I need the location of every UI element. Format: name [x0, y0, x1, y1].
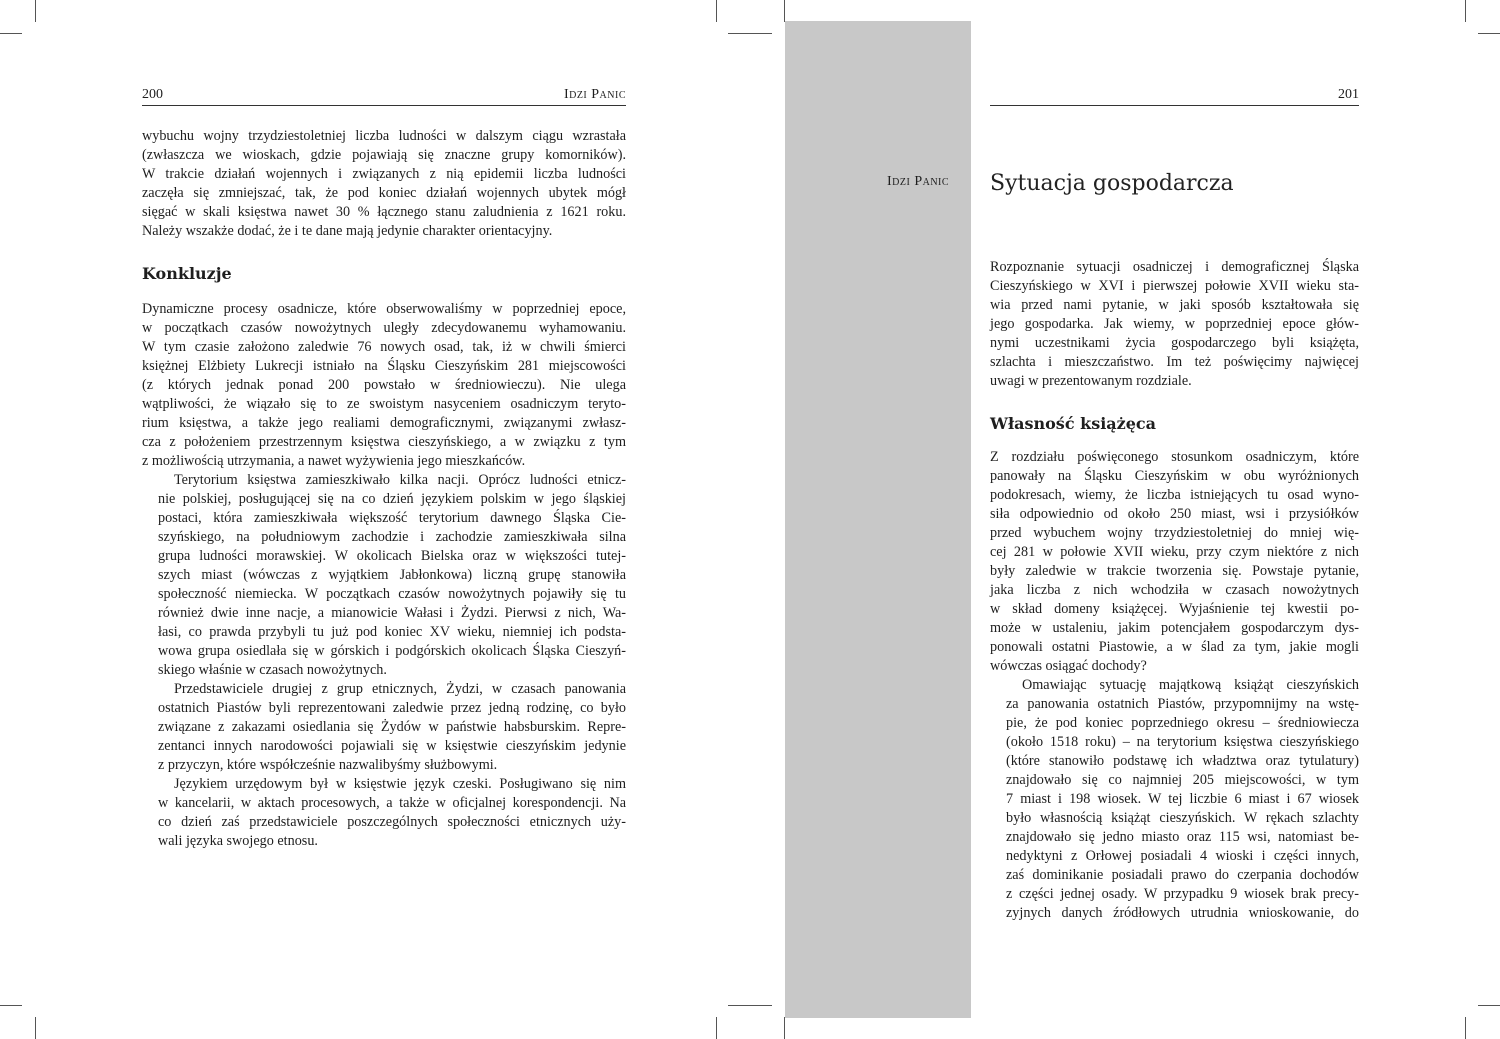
text-line: ponowali ostatni Piastowie, a w ślad za tym, jakie mogli [990, 639, 1359, 655]
text-line: podokresach, wiemy, że liczba istniejących tu osad wyno- [990, 487, 1359, 503]
section-heading: Własność książęca [990, 414, 1157, 433]
text-line: wowa grupa osiedlała się w górskich i podgórskich okolicach Śląska Cieszyń- [158, 643, 626, 659]
text-line: uwagi w prezentowanym rozdziale. [990, 373, 1192, 389]
text-line: zentanci innych narodowości pojawiali się w księstwie cieszyńskim jedynie [158, 738, 626, 754]
text-line: panowały na Śląsku Cieszyńskim w obu wyróżnionych [990, 468, 1359, 484]
text-line: z możliwością utrzymania, a nawet wyżywienia jego mieszkańców. [142, 453, 526, 469]
paragraph [142, 300, 626, 471]
running-head-author: Idzi Panic [563, 87, 626, 102]
text-line: Terytorium księstwa zamieszkiwało kilka nacji. Oprócz ludności etnicz- [174, 472, 626, 488]
text-line: W tym czasie założono zaledwie 76 nowych osad, tak, iż w chwili śmierci [142, 339, 626, 355]
chapter-author: Idzi Panic [887, 174, 950, 189]
crop-mark [35, 0, 36, 22]
text-line: w kancelarii, w aktach procesowych, a także w oficjalnej korespondencji. Na [158, 795, 626, 811]
paragraph [990, 258, 1359, 391]
crop-mark [728, 33, 772, 34]
crop-mark [35, 1017, 36, 1039]
text-line: Rozpoznanie sytuacji osadniczej i demograficznej Śląska [990, 259, 1359, 275]
text-line: skiego właśnie w czasach nowożytnych. [158, 662, 387, 678]
chapter-margin-band [785, 21, 971, 1018]
text-line: może w ustaleniu, jakim potencjałem gospodarczym dys- [990, 620, 1359, 636]
text-line: było własnością książąt cieszyńskich. W rękach szlachty [1006, 810, 1359, 826]
text-line: sięgać w skali księstwa nawet 30 % łącznego stanu zaludnienia z 1621 roku. [142, 204, 626, 220]
chapter-title: Sytuacja gospodarcza [990, 171, 1234, 196]
paragraph [990, 448, 1359, 676]
text-line: znajdowało się co najmniej 205 miejscowości, w tym [1006, 772, 1359, 788]
paragraph [142, 680, 626, 775]
text-line: Z rozdziału poświęconego stosunkom osadniczym, które [990, 449, 1359, 465]
paragraph [990, 676, 1359, 923]
text-line: z części jednej osady. W przypadku 9 wiosek brak precy- [1006, 886, 1359, 902]
page-number: 201 [1338, 87, 1359, 102]
text-line: w skład domeny książęcej. Wyjaśnienie tej kwestii po- [990, 601, 1359, 617]
crop-mark [716, 1017, 717, 1039]
crop-mark [728, 1005, 772, 1006]
running-head [142, 82, 626, 106]
text-line: również dwie inne nacje, a mianowicie Wałasi i Żydzi. Pierwsi z nich, Wa- [158, 605, 626, 621]
crop-mark [1478, 1005, 1500, 1006]
paragraph [142, 775, 626, 851]
text-line: znajdowało się jedno miasto oraz 115 wsi, natomiast be- [1006, 829, 1359, 845]
paragraph [142, 471, 626, 680]
text-line: Cieszyńskiego w XVI i pierwszej połowie XVII wieku sta- [990, 278, 1359, 294]
crop-mark [1465, 1017, 1466, 1039]
text-line: (zwłaszcza we wioskach, gdzie pojawiają się znaczne grupy komorników). [142, 147, 626, 163]
text-line: jego gospodarka. Jak wiemy, w poprzedniej epoce głów- [990, 316, 1359, 332]
text-line: księżnej Elżbiety Lukrecji istniało na Śląsku Cieszyńskim 281 miejscowości [142, 358, 626, 374]
text-line: Omawiając sytuację majątkową książąt cieszyńskich [1022, 677, 1359, 693]
text-line: z przyczyn, które współcześnie nazwalibyśmy służbowymi. [158, 757, 498, 773]
text-line: wybuchu wojny trzydziestoletniej liczba ludności w dalszym ciągu wzrastała [142, 128, 626, 144]
text-line: w początkach czasów nowożytnych uległy zdecydowanemu wyhamowaniu. [142, 320, 626, 336]
text-line: grupa ludności morawskiej. W okolicach Bielska oraz w większości tutej- [158, 548, 626, 564]
text-line: (około 1518 roku) – na terytorium księstwa cieszyńskiego [1006, 734, 1359, 750]
intro-text [142, 127, 626, 241]
text-line: co dzień zaś przedstawiciele poszczególnych społeczności etnicznych uży- [158, 814, 626, 830]
text-line: szlachta i mieszczaństwo. Im też poświęcimy najwięcej [990, 354, 1359, 370]
text-line: zyjnych danych źródłowych utrudnia wnioskowanie, do [1006, 905, 1359, 921]
crop-mark [1465, 0, 1466, 22]
text-line: zaś dominikanie posiadali prawo do czerpania dochodów [1006, 867, 1359, 883]
running-head [990, 82, 1359, 106]
section-heading: Konkluzje [142, 264, 232, 283]
intro-text [990, 258, 1359, 391]
text-line: nedyktyni z Orłowej posiadali 4 wioski i części innych, [1006, 848, 1359, 864]
text-line: (które stanowiło podstawę ich władztwa oraz tytulatury) [1006, 753, 1359, 769]
text-line: wątpliwości, że wiązało się to ze swoistym nasyceniem osadniczym teryto- [142, 396, 626, 412]
text-line: za panowania ostatnich Piastów, przypomnijmy na wstę- [1006, 696, 1359, 712]
text-line: Językiem urzędowym był w księstwie język czeski. Posługiwano się nim [174, 776, 626, 792]
text-line: ostatnich Piastów byli reprezentowani zaledwie przez jedną rodzinę, co było [158, 700, 626, 716]
text-line: Przedstawiciele drugiej z grup etnicznych, Żydzi, w czasach panowania [174, 681, 626, 697]
text-line: Dynamiczne procesy osadnicze, które obserwowaliśmy w poprzedniej epoce, [142, 301, 626, 317]
text-line: szyńskiego, na południowym zachodzie i zachodzie zamieszkiwała silna [158, 529, 626, 545]
text-line: (z których jednak ponad 200 powstało w średniowieczu). Nie ulega [142, 377, 626, 393]
text-line: przed wybuchem wojny trzydziestoletniej do mniej wię- [990, 525, 1359, 541]
text-line: W trakcie działań wojennych i związanych z nią epidemii liczba ludności [142, 166, 626, 182]
text-line: były zaledwie w trakcie tworzenia się. Powstaje pytanie, [990, 563, 1359, 579]
section-text [990, 448, 1359, 923]
crop-mark [0, 1005, 22, 1006]
text-line: jaka liczba z nich wchodziła w czasach nowożytnych [990, 582, 1359, 598]
text-line: nymi uczestnikami życia gospodarczego byli książęta, [990, 335, 1359, 351]
text-line: cza z położeniem przestrzennym księstwa cieszyńskiego, a w związku z tym [142, 434, 626, 450]
right-page [990, 82, 1359, 923]
crop-mark [784, 1017, 785, 1039]
left-page [142, 82, 626, 851]
crop-mark [716, 0, 717, 22]
crop-mark [1478, 33, 1500, 34]
text-line: rium księstwa, a także jego realiami demograficznymi, związanymi zwłasz- [142, 415, 626, 431]
text-line: szych miast (wówczas z wyjątkiem Jabłonkowa) liczną grupę stanowiła [158, 567, 626, 583]
text-line: wali języka swojego etnosu. [158, 833, 318, 849]
text-line: cej 281 w połowie XVII wieku, przy czym niektóre z nich [990, 544, 1359, 560]
section-text [142, 300, 626, 851]
text-line: związane z zakazami osiedlania się Żydów w państwie habsburskim. Repre- [158, 719, 626, 735]
text-line: Należy wszakże dodać, że i te dane mają jedynie charakter orientacyjny. [142, 223, 553, 239]
text-line: łasi, co prawda przybyli tu już pod koniec XV wieku, niemniej ich podsta- [158, 624, 626, 640]
text-line: 7 miast i 198 wiosek. W tej liczbie 6 miast i 67 wiosek [1006, 791, 1359, 807]
paragraph [142, 127, 626, 241]
crop-mark [0, 33, 22, 34]
text-line: społeczność niemiecka. W początkach czasów nowożytnych pojawiły się tu [158, 586, 626, 602]
text-line: postaci, która zamieszkiwała większość terytorium dawnego Śląska Cie- [158, 510, 626, 526]
crop-mark [784, 0, 785, 22]
text-line: zaczęła się zmniejszać, tak, że pod koniec działań wojennych ubytek mógł [142, 185, 626, 201]
page-number: 200 [142, 87, 163, 102]
text-line: pie, że pod koniec poprzedniego okresu – średniowiecza [1006, 715, 1359, 731]
text-line: wia przed nami pytanie, w jaki sposób kształtowała się [990, 297, 1359, 313]
text-line: wówczas osiągać dochody? [990, 658, 1147, 674]
text-line: siła odpowiednio od około 250 miast, wsi i przysiółków [990, 506, 1359, 522]
text-line: nie polskiej, posługującej się na co dzień językiem polskim w jego śląskiej [158, 491, 626, 507]
